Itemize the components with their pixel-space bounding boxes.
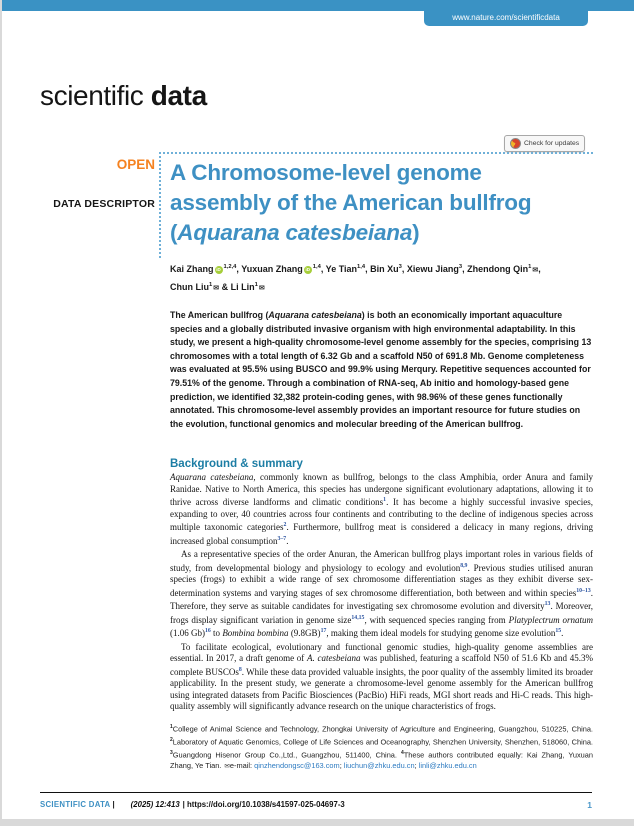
email-link[interactable]: linli@zhku.edu.cn	[418, 761, 477, 771]
background-paragraph-1: Aquarana catesbeiana, commonly known as bullfrog, belongs to the class Amphibia, order Anura and family Ranidae. Native to North America, this species has undergone significant evolutionary adaptations, allowing it to thrive across diverse landforms and climatic conditions$^1$. It has become a highly successful invasive species, expanding to over, 40 countries across four continents and contributing to the decline of indigenous species across multiple taxonomic categories$^2$. Furthermore, bullfrog meat is considered a delicacy in many regions, driving increased global consumption$^{3-7}$.	[170, 472, 594, 546]
page-edge-bottom	[0, 819, 634, 826]
journal-logo-light: scientific	[40, 80, 144, 111]
affiliations-footnote: $^1$College of Animal Science and Technology, Zhongkai University of Agriculture and Engineering, Guangzhou, 510225, China. $^2$Laboratory of Aquatic Genomics, College of Life Sciences and Oceanography, Shenzhen University, Shenzhen, 518060, China. $^3$Guangdong Hisenor Group Co.,Ltd., Guangzhou, 511400, China. $^4$These authors contributed equally: Kai Zhang, Yuxuan Zhang, Ye Tian. ✉e-mail: qinzhendongsc@163.com; liuchun@zhku.edu.cn; linli@zhku.edu.cn	[170, 724, 593, 771]
email-icon[interactable]: ✉	[258, 285, 265, 292]
journal-url-tab[interactable]: www.nature.com/scientificdata	[424, 11, 588, 26]
email-link[interactable]: qinzhendongsc@163.com	[254, 761, 340, 771]
top-brand-bar	[2, 0, 634, 11]
journal-logo-bold: data	[150, 80, 207, 111]
open-access-label: OPEN	[116, 157, 155, 172]
background-paragraph-3: To facilitate ecological, evolutionary and functional genomic studies, high-quality genome assemblies are essential. In 2017, a draft genome of A. catesbeiana was published, featuring a scaffold N50 of 51.6 Kb and 45.3% complete BUSCOs$^8$. While these data provided valuable insights, the poor quality of the assembly limited its broader applicability. In the present study, we generate a chromosome-level genome assembly for the American bullfrog using integrated datasets from Pacific Biosciences (PacBio) HiFi reads, MGI short reads and Hi-C reads. This high-quality assembly will significantly advance research on the unique characteristics of frogs.	[170, 641, 593, 712]
footer-doi-link[interactable]: | https://doi.org/10.1038/s41597-025-04697-3	[182, 800, 345, 809]
orcid-icon[interactable]: iD	[216, 267, 221, 272]
page-edge-left	[0, 0, 2, 826]
footer-divider	[40, 792, 592, 793]
email-icon: ✉	[224, 763, 230, 771]
article-title: A Chromosome-level genome assembly of the American bullfrog (Aquarana catesbeiana)	[170, 160, 532, 245]
footer-separator: |	[112, 800, 115, 809]
abstract: The American bullfrog (Aquarana catesbeiana) is both an economically important aquaculture species and a globally distributed invasive organism with high environmental adaptability. In this study, we present a high-quality chromosome-level genome assembly for the species, comprising 13 chromosomes with a total length of 6.32 Gb and a scaffold N50 of 691.8 Mb. Genome completeness was evaluated at 95.5% using BUSCO and 99.9% using Merqury. Repetitive sequences accounted for 79.51% of the genome. Through a combination of RNA-seq, Ab initio and homology-based gene prediction, we identified 32,382 protein-coding genes, with 98.96% of these genes functionally annotated. This chromosome-level assembly provides an important resource for future studies on the evolution, functional genomics and molecular breeding of the American bullfrog.	[170, 310, 592, 429]
email-link[interactable]: liuchun@zhku.edu.cn	[343, 761, 415, 771]
crossmark-icon	[510, 138, 521, 149]
footer-citation: (2025) 12:413	[130, 800, 180, 809]
author-list: Kai Zhang iD $^{1,2,4}$, Yuxuan Zhang iD $^{1,4}$, Ye Tian$^{1,4}$, Bin Xu$^3$, Xiewu Jiang$^3$, Zhendong Qin$^1$✉, Chun Liu$^1$✉ & Li Lin$^1$✉	[170, 264, 541, 292]
email-icon[interactable]: ✉	[532, 267, 539, 274]
section-heading-background: Background & summary	[170, 458, 303, 471]
journal-logo	[40, 80, 207, 112]
orcid-icon[interactable]: iD	[305, 267, 311, 272]
check-for-updates-button[interactable]	[504, 135, 585, 152]
page-footer	[40, 800, 592, 809]
background-paragraph-2: As a representative species of the order Anuran, the American bullfrog plays important roles in various fields of study, from developmental biology and physiology to ecology and evolution$^{8,9}$. Previous studies utilised anuran species (frogs) to exhibit a wide range of sex chromosome differentiation stages as they exhibit diverse sex-determination systems and varying stages of sex chromosome differentiation, both between and within species$^{10-13}$. Therefore, they serve as suitable candidates for investigating sex chromosome evolution and diversity$^{13}$. Moreover, frogs display significant variation in genome size$^{14,15}$, with sequenced species ranging from Platyplectrum ornatum (1.06 Gb)$^{16}$ to Bombina bombina $(9.8GB)^{17}$, making them ideal models for studying genome size evolution$^{15}$.	[170, 549, 593, 639]
email-icon[interactable]: ✉	[213, 285, 220, 292]
article-content	[159, 152, 593, 713]
check-for-updates-label: Check for updates	[524, 140, 580, 147]
page-number: 1	[587, 800, 592, 810]
footer-journal-name: SCIENTIFIC DATA	[40, 800, 111, 809]
article-type-label: DATA DESCRIPTOR	[53, 198, 155, 210]
title-block	[159, 152, 593, 258]
